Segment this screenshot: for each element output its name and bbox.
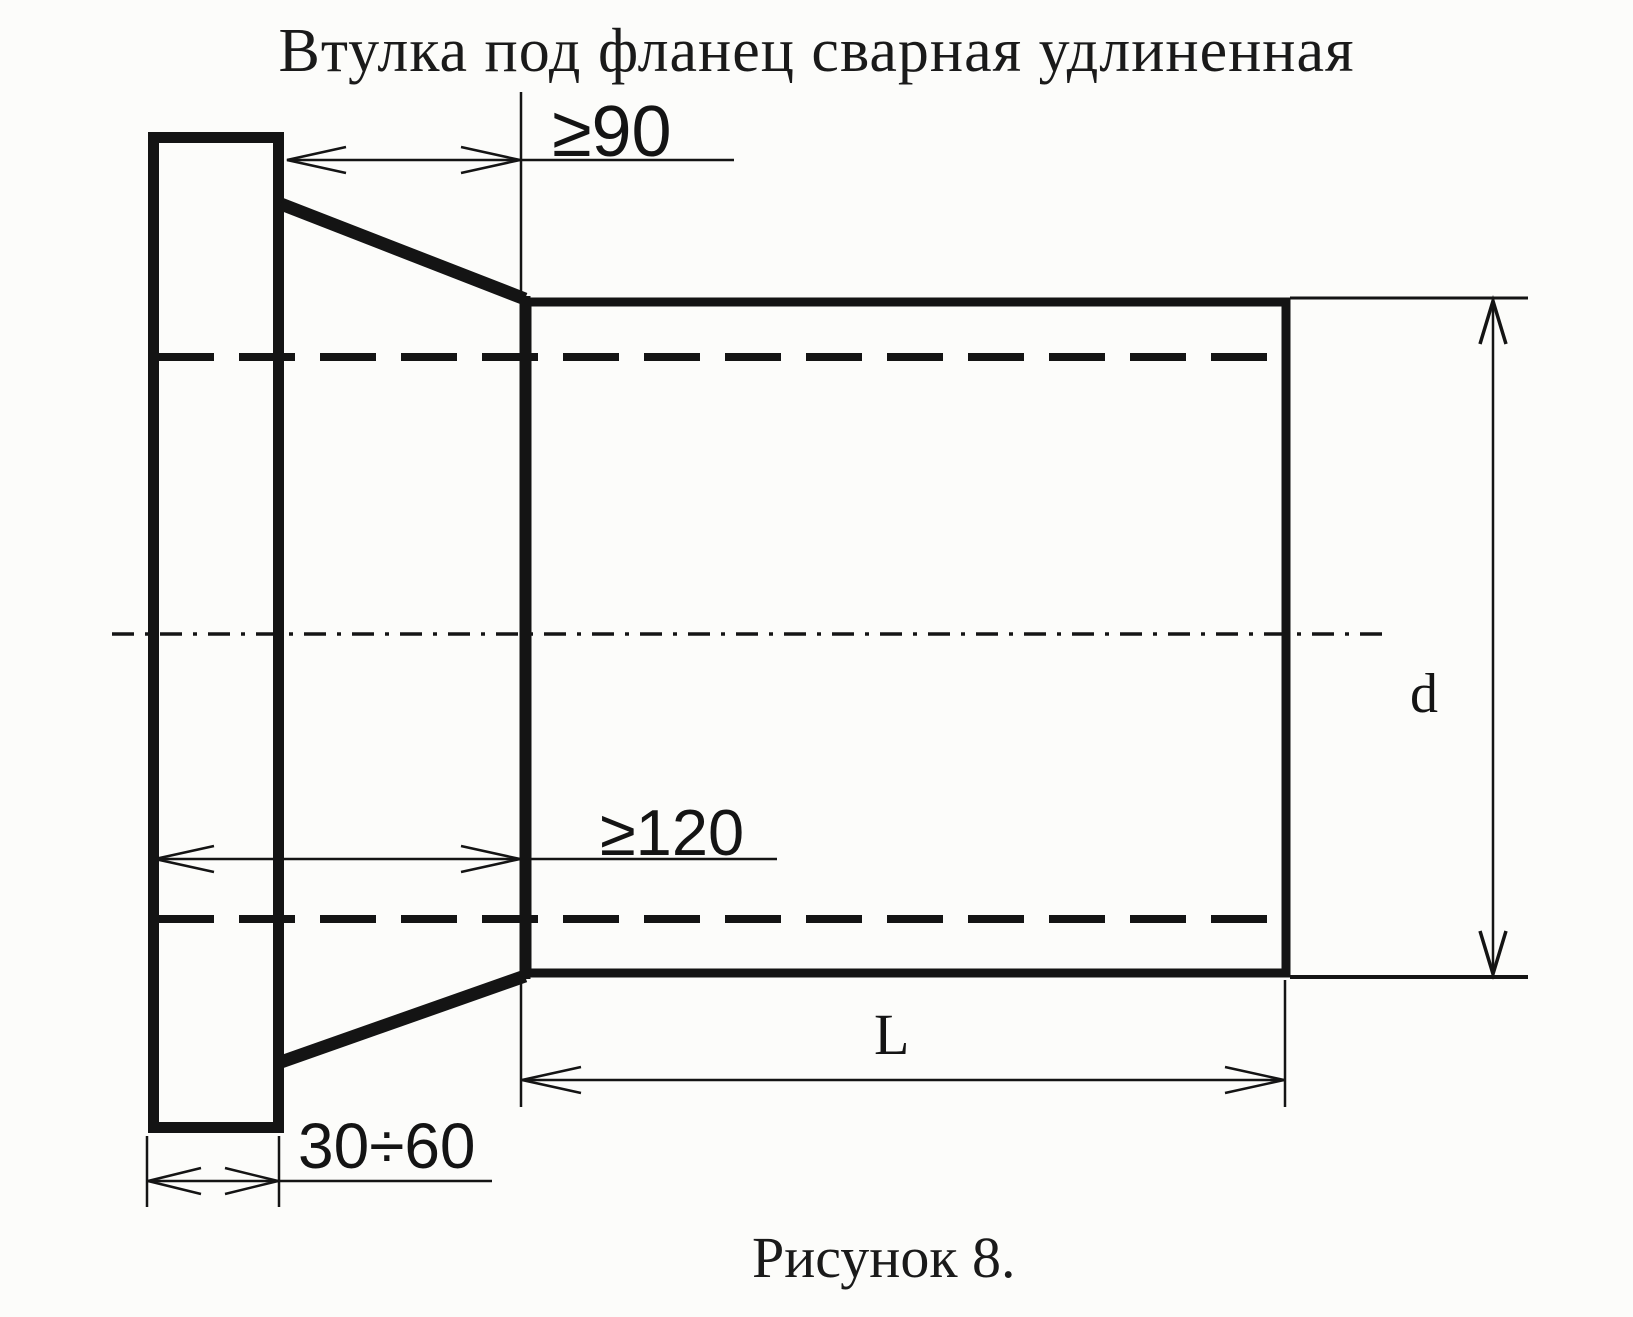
dim-label-taper-length: ≥90 (552, 92, 672, 172)
figure-caption: Рисунок 8. (752, 1225, 1016, 1290)
pipe-outline (527, 302, 1286, 973)
dim-label-pipe-length: L (874, 1002, 910, 1067)
taper-top-line (281, 204, 525, 299)
page-title: Втулка под фланец сварная удлиненная (278, 17, 1355, 85)
taper-bottom-line (281, 976, 525, 1062)
dim-label-hub-length: ≥120 (600, 796, 745, 869)
dim-label-pipe-diameter: d (1410, 663, 1438, 725)
dim-label-flange-thickness: 30÷60 (298, 1110, 476, 1182)
